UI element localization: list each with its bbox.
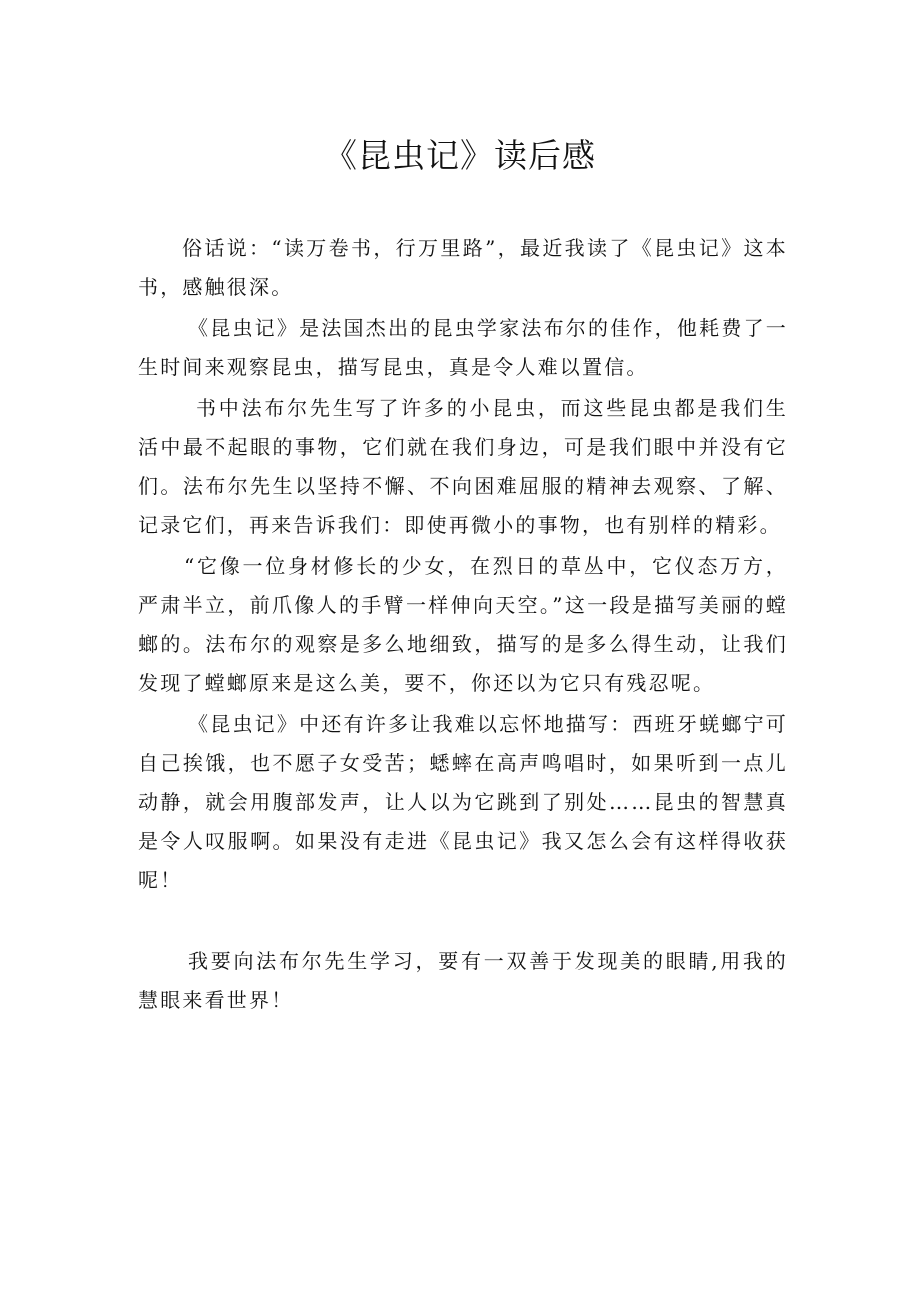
paragraph-6: 我要向法布尔先生学习，要有一双善于发现美的眼睛,用我的慧眼来看世界！: [138, 949, 788, 1012]
document-title: 《昆虫记》读后感: [324, 136, 596, 175]
paragraph-5: 《昆虫记》中还有许多让我难以忘怀地描写：西班牙蜣螂宁可自己挨饿，也不愿子女受苦；蟋蟀在高声鸣唱时，如果听到一点儿动静，就会用腹部发声，让人以为它跳到了别处……昆虫的智慧真是令人叹服啊。如果没有走进《昆虫记》我又怎么会有这样得收获呢！: [138, 712, 788, 892]
document-body: [138, 229, 788, 1020]
paragraph-1: 俗话说：“读万卷书，行万里路”，最近我读了《昆虫记》这本书，感触很深。: [138, 236, 788, 299]
paragraph-4: “它像一位身材修长的少女，在烈日的草丛中，它仪态万方，严肃半立，前爪像人的手臂一样伸向天空。”这一段是描写美丽的螳螂的。法布尔的观察是多么地细致，描写的是多么得生动，让我们发现了螳螂原来是这么美，要不，你还以为它只有残忍呢。: [138, 554, 788, 695]
paragraph-3: 书中法布尔先生写了许多的小昆虫，而这些昆虫都是我们生活中最不起眼的事物，它们就在我们身边，可是我们眼中并没有它们。法布尔先生以坚持不懈、不向困难屈服的精神去观察、了解、记录它们，再来告诉我们：即使再微小的事物，也有别样的精彩。: [138, 396, 788, 537]
paragraph-2: 《昆虫记》是法国杰出的昆虫学家法布尔的佳作，他耗费了一生时间来观察昆虫，描写昆虫，真是令人难以置信。: [138, 316, 788, 379]
